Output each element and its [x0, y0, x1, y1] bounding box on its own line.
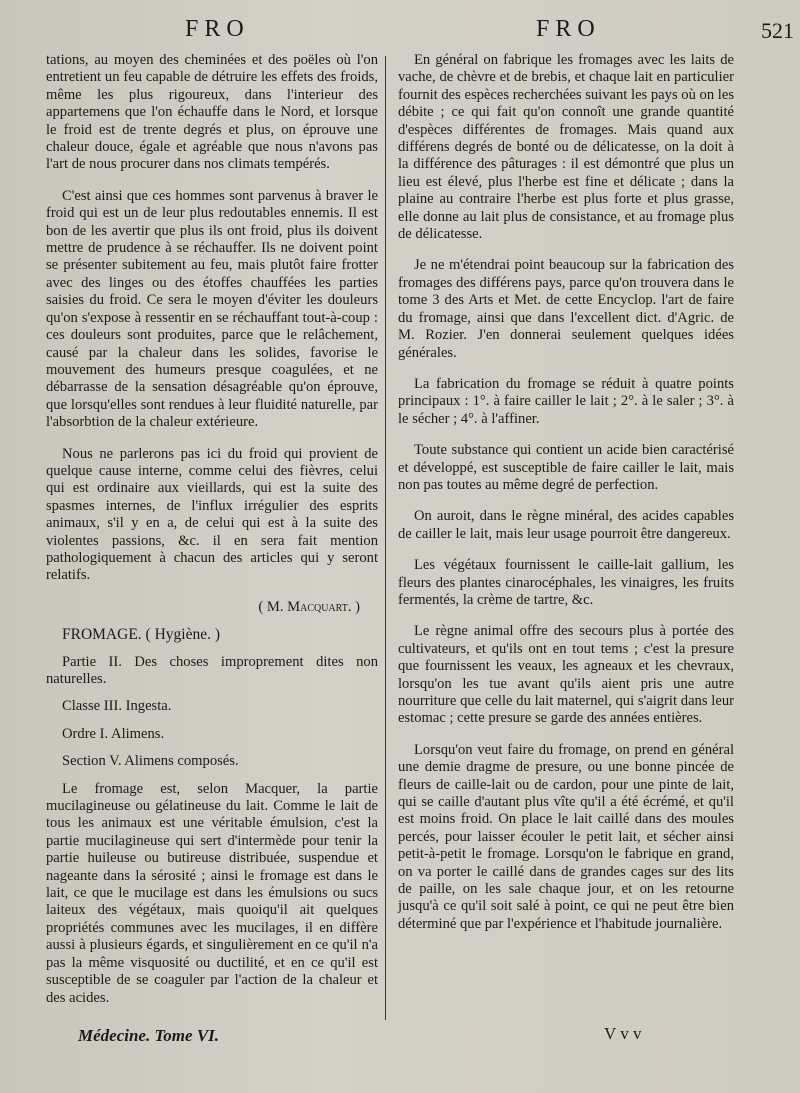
paragraph: En général on fabrique les fromages avec les laits de vache, de chèvre et de brebis, et chaque lait en particulier fournit des espèces recherchées suivant les pays où on les débite ; ce qui fait qu'on connoît une grande quantité d'espèces différentes de fromages. Mais quand aux différens degrés de bonté ou de délicatesse, on la doit à la différence des pâturages : il est démontré que plus un lieu est élevé, plus l'herbe est fine et délicate ; dans la plaine au contraire l'herbe est plus forte et plus grasse, elle donne au lait plus de consistance, et au fromage plus de délicatesse. [398, 52, 734, 243]
author-signature: ( M. Macquart. ) [258, 598, 360, 615]
paragraph: Le règne animal offre des secours plus à portée des cultivateurs, et qu'ils ont en tout tems ; c'est la presure que fournissent les veaux, les agneaux et les chevraux, lorsqu'on les tue avant qu'ils aient pris une autre nourriture que celle du lait maternel, qui s'aigrit dans leur estomac ; cette presure se garde des années entières. [398, 623, 734, 727]
signature-mark: V v v [604, 1024, 642, 1043]
classification-classe: Classe III. Ingesta. [62, 698, 172, 715]
right-column [398, 52, 734, 947]
paragraph: Lorsqu'on veut faire du fromage, on prend en général une demie dragme de presure, ou une bonne pincée de fleurs de caille-lait ou de cardon, pour une pinte de lait, qui se caille d'autant plus vîte qu'il a été écrémé, et qu'il est moins froid. On place le lait caillé dans des moules percés, pour laisser écouler le petit lait, et sécher ainsi petit-à-petit le fromage. Lorsqu'on le fabrique en grand, on va porter le caillé dans de grandes cages sur des lits de paille, on les sale chaque jour, et on les retourne jusqu'à ce qu'il soit salé à point, ce qui ne peut être bien déterminé que par l'expérience et l'habitude journalière. [398, 741, 734, 932]
paragraph: C'est ainsi que ces hommes sont parvenus à braver le froid qui est un de leur plus redoutables ennemis. Il est bon de les avertir que plus ils ont froid, plus ils doivent mettre de prudence à se réchauffer. Ils ne doivent point se présenter subitement au feu, mais plutôt faire frotter avec des linges ou des étoffes chauffées les parties saisies du froid. Ce sera le moyen d'éviter les douleurs qu'on s'expose à ressentir en se réchauffant tout-à-coup : ces douleurs sont produites, parce que le relâchement, causé par la chaleur dans les solides, favorise le mouvement des humeurs presque coagulées, et ne débarrasse de la sensation désagréable qu'on éprouve, que lorsqu'elles sont rendues à leur fluidité naturelle, par l'absorbtion de la chaleur extérieure. [46, 187, 378, 431]
column-divider [385, 56, 386, 1020]
header-left-word: FRO [185, 16, 250, 42]
paragraph: Toute substance qui contient un acide bien caractérisé et développé, est susceptible de faire cailler le lait, mais non pas toutes au même degré de perfection. [398, 442, 734, 493]
page-number: 521 [761, 18, 794, 43]
classification-ordre: Ordre I. Alimens. [62, 725, 165, 742]
paragraph: On auroit, dans le règne minéral, des acides capables de cailler le lait, mais leur usage pourroit être dangereux. [398, 508, 734, 542]
paragraph: Nous ne parlerons pas ici du froid qui provient de quelque cause interne, comme celui des fièvres, celui qui est ordinaire aux vieillards, qui est la suite des spasmes internes, de l'influx irrégulier des esprits animaux, s'il y en a, de celui qui est à la suite des violentes passions, &c. il en sera fait mention pathologiquement à chacun des articles qui y seront relatifs. [46, 445, 378, 584]
paragraph: tations, au moyen des cheminées et des poëles où l'on entretient un feu capable de détruire les effets des froids, même les plus rigoureux, dans l'interieur des appartemens que l'on échauffe dans le Nord, et lorsque le froid est de trente degrés et plus, on éprouve une chaleur douce, égale et agréable que nous n'avons pas l'art de nous procurer dans nos climats tempérés. [46, 52, 378, 173]
classification-partie: Partie II. Des choses improprement dites non naturelles. [46, 653, 378, 687]
paragraph: Je ne m'étendrai point beaucoup sur la fabrication des fromages des différens pays, parce qu'on trouvera dans le tome 3 des Arts et Met. de cette Encyclop. l'art de faire du fromage, ainsi que dans l'excellent dict. d'Agric. de M. Rozier. J'en donnerai seulement quelques idées générales. [398, 257, 734, 361]
entry-heading: FROMAGE. ( Hygiène. ) [62, 626, 220, 644]
paragraph: Les végétaux fournissent le caille-lait gallium, les fleurs des plantes cinarocéphales, les vinaigres, les fruits fermentés, la crème de tartre, &c. [398, 557, 734, 608]
header-right-word: FRO [536, 16, 601, 42]
running-header [0, 16, 800, 52]
paragraph: La fabrication du fromage se réduit à quatre points principaux : 1°. à faire cailler le lait ; 2°. à le saler ; 3°. à le sécher ; 4°. à l'affiner. [398, 375, 734, 427]
classification-section: Section V. Alimens composés. [62, 753, 239, 770]
paragraph: Le fromage est, selon Macquer, la partie mucilagineuse ou gélatineuse du lait. Comme le lait de tous les animaux est une véritable émulsion, c'est la partie mucilagineuse qui sert d'intermède pour tenir la partie huileuse ou butireuse distribuée, suspendue et nageante dans la sérosité ; ainsi le fromage est dans le lait, ce que le mucilage est dans les émulsions ou sucs laiteux des végétaux, mais quoiqu'il ait quelques propriétés communes avec les mucilages, il en diffère aussi à plusieurs égards, et singulièrement en ce qu'il n'a pas la même visquosité ou ductilité, et en ce qu'il est susceptible de se coaguler par l'action de la chaleur et des acides. [46, 780, 378, 1006]
volume-footer: Médecine. Tome VI. [78, 1026, 220, 1045]
left-column [46, 52, 378, 1021]
